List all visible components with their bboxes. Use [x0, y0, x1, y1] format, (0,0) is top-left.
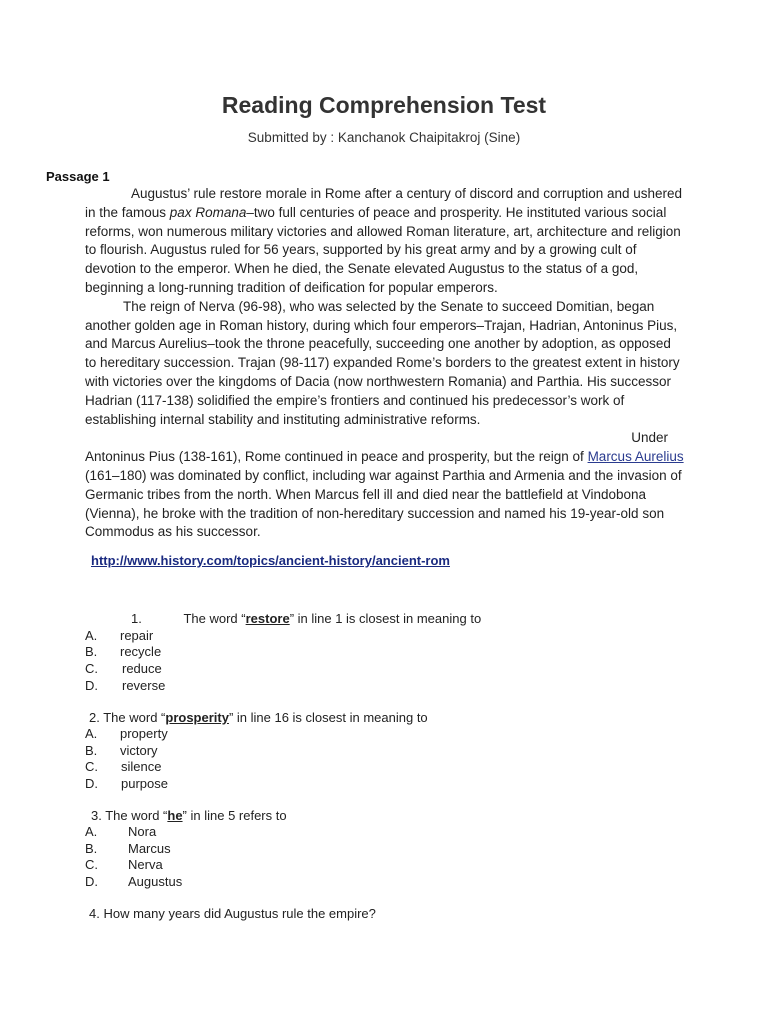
page-title: Reading Comprehension Test — [221, 92, 547, 118]
question-number: 4. — [89, 906, 100, 921]
question-number: 3. — [91, 808, 102, 823]
passage-paragraph-3: Under Antoninus Pius (138-161), Rome continued in peace and prosperity, but the reign of Marcus Aurelius (161–180) was dominated by conflict, including war against Parthia and Armenia and the invasion of Germanic tribes from the north. When Marcus fell ill and died near the battlefield at Vindobona (Vienna), he broke with the tradition of non-hereditary succession and named his 19-year-old son Commodus as his successor. — [85, 430, 684, 540]
page-subtitle: Submitted by : Kanchanok Chaipitakroj (Sine) — [247, 130, 521, 145]
question-number: 1. — [131, 611, 142, 626]
question-keyword: prosperity — [165, 710, 229, 725]
question-keyword: restore — [245, 611, 290, 626]
source-link[interactable]: http://www.history.com/topics/ancient-history/ancient-rom — [91, 553, 450, 568]
passage-body — [85, 185, 685, 542]
passage-label: Passage 1 — [46, 169, 110, 184]
pax-romana-italic: pax Romana — [169, 204, 247, 220]
question-number: 2. — [89, 710, 100, 725]
document-page: Reading Comprehension Test Submitted by : Kanchanok Chaipitakroj (Sine) Passage 1 Augustus’ rule restore morale in Rome after a century of discord and corruption and ushered in the famous pax Romana–two full centuries of peace and prosperity. He instituted various social reforms, won numerous military victories and allowed Roman literature, art, architecture and religion to flourish. Augustus ruled for 56 years, supported by his great army and by a growing cult of devotion to the emperor. When he died, the Senate elevated Augustus to the status of a god, beginning a long-running tradition of deification for popular emperors. The reign of Nerva (96-98), who was selected by the Senate to succeed Domitian, began another golden age in Roman history, during which four emperors–Trajan, Hadrian, Antoninus Pius, and Marcus Aurelius–took the throne peacefully, succeeding one another by adoption, as opposed to hereditary succession. Trajan (98-117) expanded Rome’s borders to the greatest extent in history with victories over the kingdoms of Dacia (now northwestern Romania) and Parthia. His successor Hadrian (117-138) solidified the empire’s frontiers and continued his predecessor’s work of establishing internal stability and instituting administrative reforms. Under Antoninus Pius (138-161), Rome continued in peace and prosperity, but the reign of Marcus Aurelius (161–180) was dominated by conflict, including war against Parthia and Armenia and the invasion of Germanic tribes from the north. When Marcus fell ill and died near the battlefield at Vindobona (Vienna), he broke with the tradition of non-hereditary succession and named his 19-year-old son Commodus as his successor. http://www.history.com/topics/ancient-history/ancient-rom 1. The word “restore” in line 1 is closest in meaning to A. repair B. recycle C. reduce D. reverse 2. The word “prosperity” in line 16 is closest in meaning to A. property B. victory C. silence D. purpose 3. The word “he” in line 5 refers to A. Nora B. Marcus C. Nerva D. Augustus 4. How many years did Augustus rule the empire? — [0, 0, 768, 1024]
passage-paragraph-1: Augustus’ rule restore morale in Rome after a century of discord and corruption and ushered in the famous pax Romana–two full centuries of peace and prosperity. He instituted various social reforms, won numerous military victories and allowed Roman literature, art, architecture and religion to flourish. Augustus ruled for 56 years, supported by his great army and by a growing cult of devotion to the emperor. When he died, the Senate elevated Augustus to the status of a god, beginning a long-running tradition of deification for popular emperors. — [85, 186, 683, 295]
passage-paragraph-2: The reign of Nerva (96-98), who was selected by the Senate to succeed Domitian, began another golden age in Roman history, during which four emperors–Trajan, Hadrian, Antoninus Pius, and Marcus Aurelius–took the throne peacefully, succeeding one another by adoption, as opposed to hereditary succession. Trajan (98-117) expanded Rome’s borders to the greatest extent in history with victories over the kingdoms of Dacia (now northwestern Romania) and Parthia. His successor Hadrian (117-138) solidified the empire’s frontiers and continued his predecessor’s work of establishing internal stability and instituting administrative reforms. — [85, 298, 680, 427]
question-keyword: he — [167, 808, 183, 823]
marcus-aurelius-link[interactable]: Marcus Aurelius — [587, 449, 684, 465]
